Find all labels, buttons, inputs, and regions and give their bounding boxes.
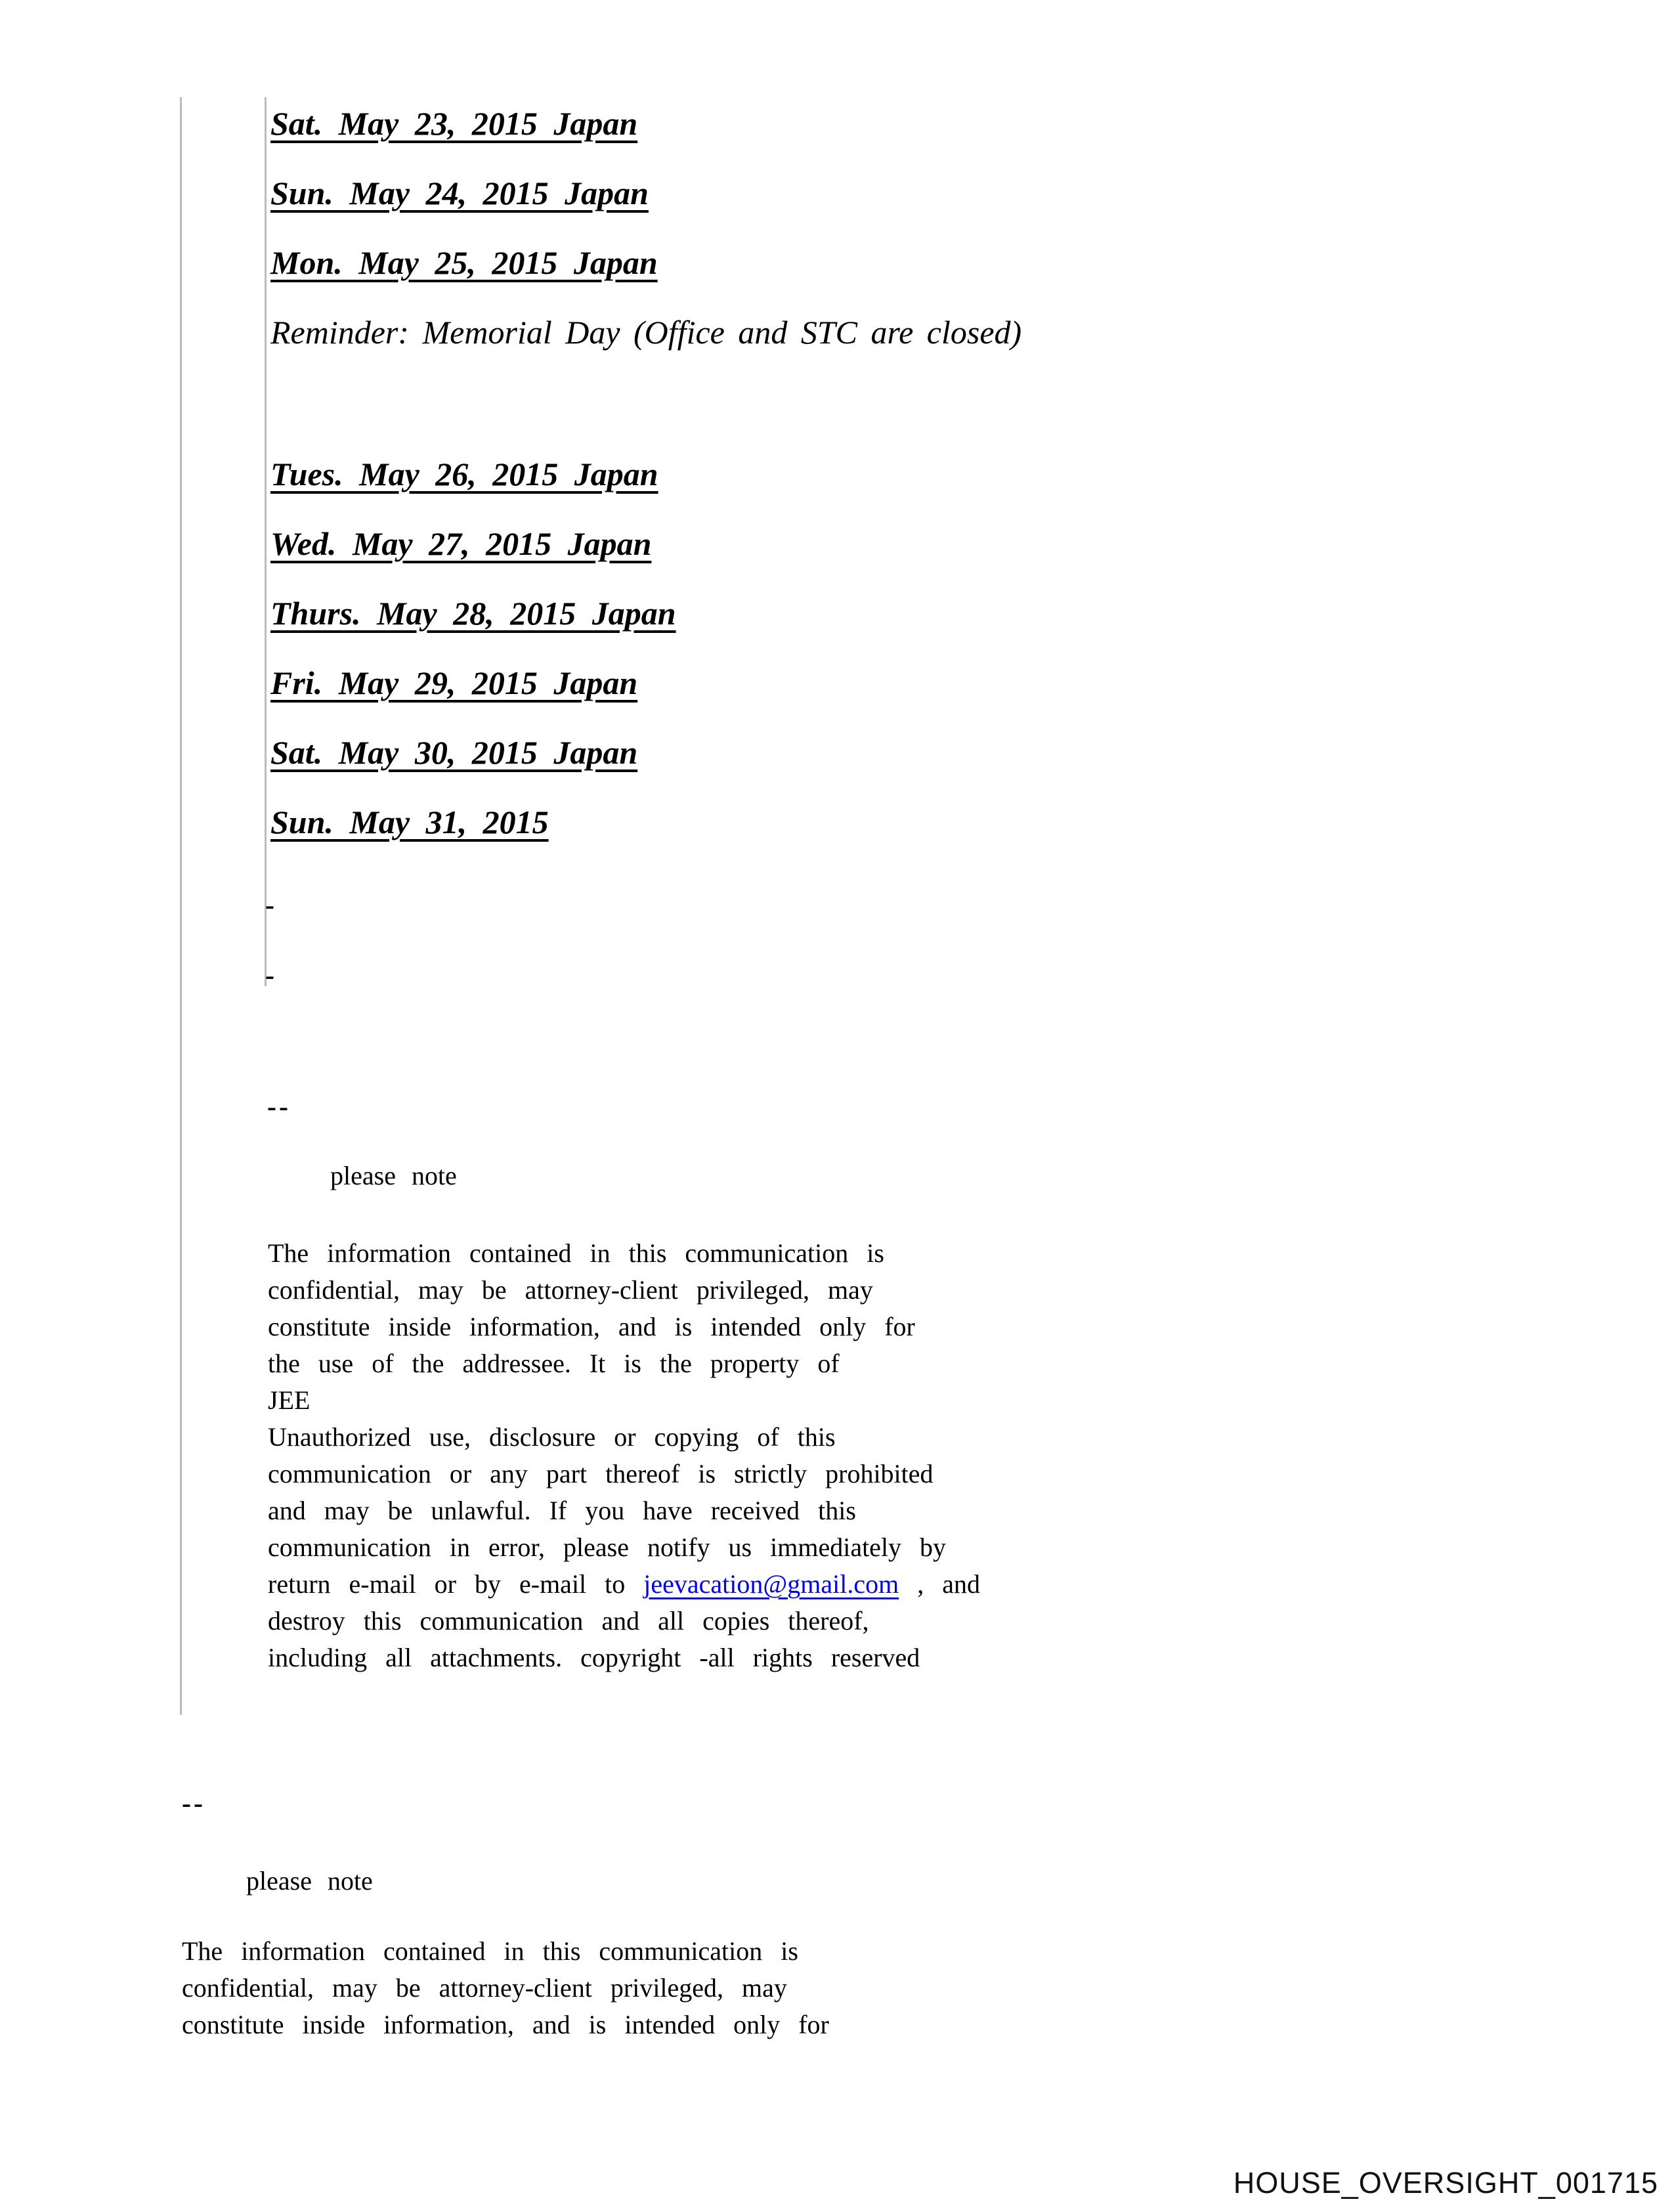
- disclaimer-line: confidential, may be attorney-client privileged, may: [268, 1275, 873, 1305]
- calendar-date-line: Sun. May 31, 2015: [270, 804, 549, 840]
- calendar-date-line: Tues. May 26, 2015 Japan: [270, 456, 658, 492]
- signature-separator: --: [182, 1789, 205, 1819]
- calendar-date-line: Sat. May 23, 2015 Japan: [270, 105, 638, 142]
- link-line-suffix: , and: [899, 1569, 980, 1599]
- quote-level1-line: [180, 97, 182, 1715]
- calendar-date-line: Fri. May 29, 2015 Japan: [270, 664, 638, 701]
- disclaimer-line: constitute inside information, and is intended only for: [182, 2010, 829, 2039]
- calendar-date-line: Wed. May 27, 2015 Japan: [270, 525, 652, 562]
- disclaimer-line: including all attachments. copyright -all rights reserved: [268, 1643, 920, 1672]
- disclaimer-line: confidential, may be attorney-client privileged, may: [182, 1973, 787, 2003]
- disclaimer-line: constitute inside information, and is intended only for: [268, 1312, 915, 1341]
- calendar-date-line: Thurs. May 28, 2015 Japan: [270, 595, 676, 632]
- quoted-dash: -: [265, 890, 277, 921]
- holiday-reminder-text: Reminder: Memorial Day (Office and STC are closed): [270, 314, 1022, 351]
- quoted-dash: -: [265, 961, 277, 991]
- disclaimer-line: The information contained in this communication is: [182, 1936, 798, 1966]
- disclaimer-line: and may be unlawful. If you have received this: [268, 1496, 856, 1525]
- calendar-date-line: Mon. May 25, 2015 Japan: [270, 244, 658, 281]
- disclaimer-line: the use of the addressee. It is the property of: [268, 1349, 840, 1378]
- note-heading: please note: [246, 1866, 373, 1896]
- calendar-date-line: Sat. May 30, 2015 Japan: [270, 734, 638, 771]
- disclaimer-line: communication or any part thereof is strictly prohibited: [268, 1459, 934, 1488]
- email-link[interactable]: jeevacation@gmail.com: [643, 1569, 899, 1599]
- disclaimer-line: communication in error, please notify us immediately by: [268, 1532, 947, 1562]
- signature-separator: --: [267, 1092, 291, 1122]
- disclaimer-line: The information contained in this communication is: [268, 1238, 884, 1268]
- disclaimer-line-with-link: [268, 1571, 980, 1597]
- bates-number: HOUSE_OVERSIGHT_001715: [1233, 2166, 1658, 2200]
- disclaimer-line: JEE: [268, 1385, 311, 1415]
- note-heading: please note: [330, 1161, 457, 1190]
- disclaimer-line: destroy this communication and all copies thereof,: [268, 1606, 869, 1636]
- quote-level2-line: [265, 97, 267, 986]
- disclaimer-line: Unauthorized use, disclosure or copying of this: [268, 1422, 836, 1452]
- calendar-date-line: Sun. May 24, 2015 Japan: [270, 175, 649, 211]
- link-line-prefix: return e-mail or by e-mail to: [268, 1569, 644, 1599]
